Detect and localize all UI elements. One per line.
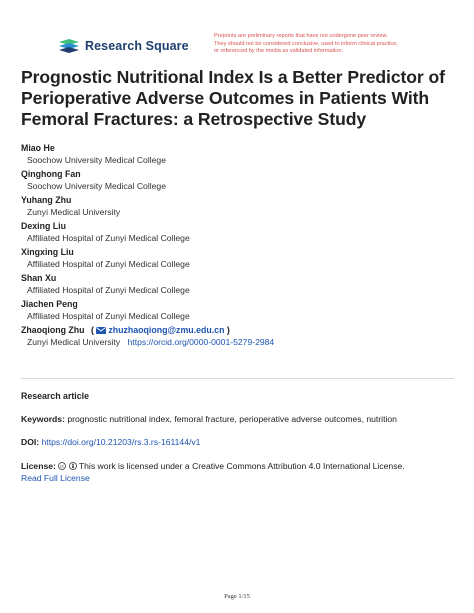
author-entry xyxy=(21,299,461,322)
preprint-disclaimer xyxy=(214,33,464,56)
license-label: License: xyxy=(21,461,56,471)
page-header xyxy=(58,33,458,63)
author-entry xyxy=(21,247,461,270)
author-name: Zhaoqiong Zhu xyxy=(21,325,85,335)
author-name: Qinghong Fan xyxy=(21,169,81,179)
author-entry xyxy=(21,169,461,192)
author-name: Miao He xyxy=(21,143,55,153)
keywords-text: prognostic nutritional index, femoral fracture, perioperative adverse outcomes, nutrition xyxy=(67,414,397,424)
logo-text: Research Square xyxy=(85,39,189,53)
disclaimer-line: They should not be considered conclusive, used to inform clinical practice, xyxy=(214,40,398,47)
research-square-logo[interactable] xyxy=(58,38,189,54)
keywords-line xyxy=(21,414,461,424)
author-entry xyxy=(21,221,461,244)
keywords-label: Keywords: xyxy=(21,414,65,424)
disclaimer-line: Preprints are preliminary reports that have not undergone peer review. xyxy=(214,33,388,39)
article-type: Research article xyxy=(21,391,89,401)
corresponding-author-entry xyxy=(21,325,461,348)
author-name: Xingxing Liu xyxy=(21,247,74,257)
license-text: This work is licensed under a Creative Commons Attribution 4.0 International License. xyxy=(78,461,405,471)
author-entry xyxy=(21,143,461,166)
author-affiliation: Zunyi Medical University xyxy=(27,206,121,217)
license-line xyxy=(21,460,461,484)
page-number: Page 1/15 xyxy=(224,593,250,600)
doi-label: DOI: xyxy=(21,437,40,447)
article-title xyxy=(21,67,461,130)
author-name: Yuhang Zhu xyxy=(21,195,72,205)
section-divider xyxy=(21,378,454,379)
author-affiliation: Soochow University Medical College xyxy=(27,180,166,191)
author-entry xyxy=(21,273,461,296)
svg-text:cc: cc xyxy=(60,463,65,469)
author-affiliation: Soochow University Medical College xyxy=(27,154,166,165)
author-email: zhuzhaoqiong@zmu.edu.cn xyxy=(108,325,225,335)
author-affiliation: Affiliated Hospital of Zunyi Medical College xyxy=(27,258,190,269)
title-line: Perioperative Adverse Outcomes in Patients With xyxy=(21,88,430,108)
author-name: Dexing Liu xyxy=(21,221,66,231)
author-email-link[interactable] xyxy=(96,325,224,335)
author-affiliation: Affiliated Hospital of Zunyi Medical College xyxy=(27,310,190,321)
author-name: Shan Xu xyxy=(21,273,57,283)
envelope-icon xyxy=(96,327,106,334)
doi-line xyxy=(21,437,200,447)
corresponding-affiliation-line xyxy=(21,337,461,349)
disclaimer-line: or referenced by the media as validated information. xyxy=(214,48,344,55)
author-affiliation: Affiliated Hospital of Zunyi Medical College xyxy=(27,232,190,243)
author-entry xyxy=(21,195,461,218)
close-paren: ) xyxy=(226,325,230,335)
read-full-license-link[interactable]: Read Full License xyxy=(21,473,90,483)
attribution-icon xyxy=(69,462,77,470)
author-name: Jiachen Peng xyxy=(21,299,78,309)
title-line: Femoral Fractures: a Retrospective Study xyxy=(21,109,367,129)
corresponding-author-line xyxy=(21,325,461,337)
orcid-link[interactable]: https://orcid.org/0000-0001-5279-2984 xyxy=(127,336,275,347)
author-list xyxy=(21,143,461,351)
author-affiliation: Zunyi Medical University xyxy=(27,336,121,347)
research-square-logo-icon xyxy=(58,38,80,54)
doi-link[interactable]: https://doi.org/10.21203/rs.3.rs-161144/v1 xyxy=(41,437,201,447)
title-line: Prognostic Nutritional Index Is a Better Predictor of xyxy=(21,67,445,87)
creative-commons-icon xyxy=(58,462,66,470)
author-affiliation: Affiliated Hospital of Zunyi Medical College xyxy=(27,284,190,295)
open-paren: ( xyxy=(90,325,94,335)
